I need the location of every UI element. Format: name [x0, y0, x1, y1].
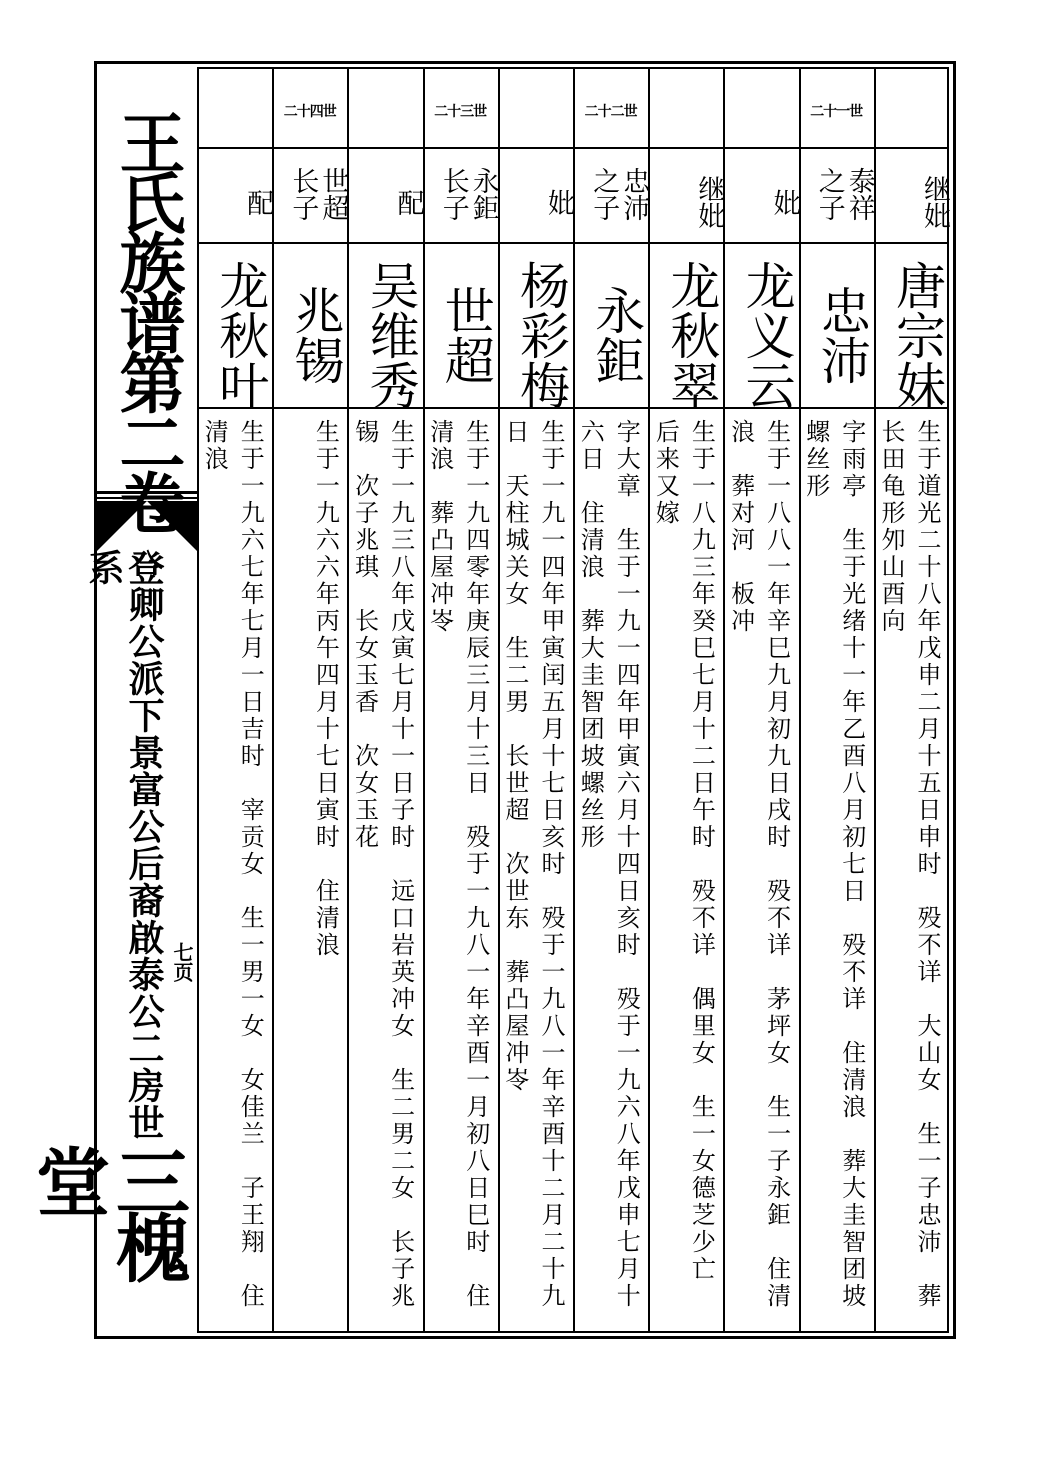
relation-label: 世超长子	[287, 167, 349, 221]
person-name: 唐宗妹	[887, 260, 946, 410]
title-divider	[97, 497, 197, 499]
relation-label: 妣	[768, 188, 800, 216]
person-name: 杨彩梅	[511, 260, 570, 410]
biography-text: 生于一八八一年辛巳九月初九日戌时 殁不详 茅坪女 生一子永鉅 住清浪 葬对河 板冲	[726, 419, 791, 1310]
person-name: 忠沛	[812, 285, 871, 385]
book-title: 王氏族谱第二卷	[108, 109, 186, 529]
biography-text: 生于一九六七年七月一日吉时 宰贡女 生一男一女 女佳兰 子王翔 住清浪	[200, 419, 265, 1310]
generation-label: 二十四世	[283, 104, 336, 120]
biography-text: 字雨亭 生于光绪十一年乙酉八月初七日 殁不详 住清浪 葬大圭智团坡螺丝形	[801, 419, 866, 1310]
person-name: 永鉅	[587, 285, 646, 385]
relation-label: 忠沛之子	[588, 167, 650, 221]
title-divider	[97, 491, 197, 494]
relation-label: 永鉅长子	[437, 167, 499, 221]
biography-text: 生于一九六六年丙午四月十七日寅时 住清浪	[311, 419, 340, 959]
biography-text: 生于一九四零年庚辰三月十三日 殁于一九八一年辛酉一月初八日巳时 住清浪 葬凸屋冲岺	[425, 419, 490, 1310]
person-name: 龙义云	[737, 260, 796, 410]
biography-text: 生于一九一四年甲寅闰五月十七日亥时 殁于一九八一年辛酉十二月二十九日 天柱城关女 生二男 长世超 次世东 葬凸屋冲岺	[500, 419, 565, 1310]
biography-text: 生于道光二十八年戊申二月十五日申时 殁不详 大山女 生一子忠沛 葬长田龟形夘山酉向	[876, 419, 941, 1310]
lineage-heading: 登卿公派下景富公后裔啟泰公二房世系	[83, 549, 165, 1141]
relation-label: 配	[392, 188, 424, 216]
person-name: 世超	[436, 285, 495, 385]
relation-label: 继妣	[918, 175, 950, 229]
relation-label: 泰祥之子	[813, 167, 875, 221]
biography-text: 生于一九三八年戊寅七月十一日子时 远口岩英冲女 生二男二女 长子兆锡 次子兆琪 长女玉香 次女玉花	[350, 419, 415, 1310]
generation-label: 二十三世	[434, 104, 487, 120]
relation-label: 妣	[542, 188, 574, 216]
title-panel	[24, 64, 197, 1336]
generation-label: 二十二世	[584, 104, 637, 120]
person-name: 龙秋翠	[662, 260, 721, 410]
biography-text: 字大章 生于一九一四年甲寅六月十四日亥时 殁于一九六八年戊申七月十六日 住清浪 葬大圭智团坡螺丝形	[576, 419, 641, 1310]
hall-name: 三槐堂	[24, 1144, 190, 1276]
biography-text: 生于一八九三年癸巳七月十二日午时 殁不详 偶里女 生一女德芝少亡 后来又嫁	[651, 419, 716, 1310]
person-name: 兆锡	[286, 285, 345, 385]
person-name: 吴维秀	[361, 260, 420, 410]
generation-label: 二十一世	[810, 104, 863, 120]
page-number: 七页	[170, 942, 194, 982]
person-name: 龙秋叶	[211, 260, 270, 410]
relation-label: 继妣	[693, 175, 725, 229]
relation-label: 配	[242, 188, 274, 216]
genealogy-columns	[197, 67, 949, 1333]
